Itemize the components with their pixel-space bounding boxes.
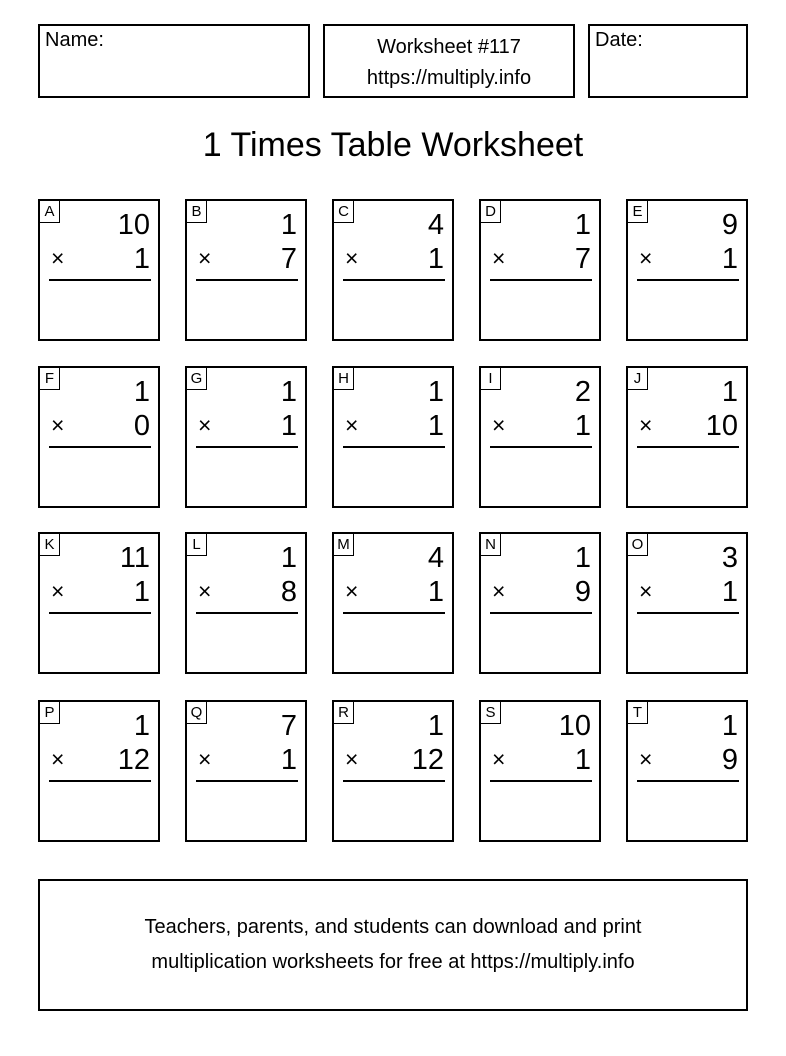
multiplicand: 1 xyxy=(574,542,591,574)
answer-line xyxy=(637,612,739,614)
multiplicand: 1 xyxy=(574,209,591,241)
multiply-sign: × xyxy=(51,412,65,438)
problem-card xyxy=(332,366,454,508)
answer-space[interactable] xyxy=(490,618,592,666)
problem-card xyxy=(185,700,307,842)
multiplier: 1 xyxy=(280,744,297,776)
multiply-sign: × xyxy=(639,412,653,438)
multiply-sign: × xyxy=(639,245,653,271)
problem-card xyxy=(479,700,601,842)
problem-card xyxy=(185,199,307,341)
answer-space[interactable] xyxy=(49,285,151,333)
multiplier: 1 xyxy=(133,243,150,275)
answer-line xyxy=(196,612,298,614)
answer-space[interactable] xyxy=(637,452,739,500)
problem-card xyxy=(38,366,160,508)
multiplicand: 2 xyxy=(574,376,591,408)
answer-line xyxy=(49,446,151,448)
answer-space[interactable] xyxy=(637,618,739,666)
problem-letter: F xyxy=(40,368,60,390)
multiplier: 12 xyxy=(411,744,444,776)
worksheet-info-box xyxy=(323,24,575,98)
worksheet-number: Worksheet #117 xyxy=(377,36,521,58)
footer-box xyxy=(38,879,748,1011)
problem-card xyxy=(626,199,748,341)
problem-card xyxy=(479,532,601,674)
problem-letter: N xyxy=(481,534,501,556)
answer-space[interactable] xyxy=(196,786,298,834)
multiply-sign: × xyxy=(345,746,359,772)
multiply-sign: × xyxy=(51,245,65,271)
footer-text-line-2: multiplication worksheets for free at https://multiply.info xyxy=(151,951,635,973)
multiplier: 1 xyxy=(427,243,444,275)
answer-line xyxy=(637,446,739,448)
multiplicand: 1 xyxy=(133,710,150,742)
problem-card xyxy=(626,366,748,508)
answer-line xyxy=(490,612,592,614)
answer-space[interactable] xyxy=(343,618,445,666)
multiply-sign: × xyxy=(639,578,653,604)
multiply-sign: × xyxy=(345,578,359,604)
multiplier: 1 xyxy=(721,243,738,275)
multiply-sign: × xyxy=(345,412,359,438)
multiplier: 7 xyxy=(280,243,297,275)
multiply-sign: × xyxy=(639,746,653,772)
multiplicand: 1 xyxy=(721,710,738,742)
multiply-sign: × xyxy=(198,578,212,604)
problem-card xyxy=(38,532,160,674)
date-label: Date: xyxy=(595,29,643,51)
multiply-sign: × xyxy=(198,746,212,772)
answer-space[interactable] xyxy=(343,786,445,834)
problem-card xyxy=(332,532,454,674)
page-title: 1 Times Table Worksheet xyxy=(202,126,584,164)
multiplier: 1 xyxy=(574,744,591,776)
problem-card xyxy=(626,700,748,842)
multiplicand: 7 xyxy=(280,710,297,742)
answer-space[interactable] xyxy=(637,786,739,834)
multiplicand: 1 xyxy=(427,710,444,742)
answer-line xyxy=(49,612,151,614)
multiplicand: 9 xyxy=(721,209,738,241)
problem-letter: T xyxy=(628,702,648,724)
problem-card xyxy=(185,532,307,674)
problem-letter: S xyxy=(481,702,501,724)
problem-letter: Q xyxy=(187,702,207,724)
answer-space[interactable] xyxy=(490,786,592,834)
multiply-sign: × xyxy=(492,412,506,438)
answer-space[interactable] xyxy=(49,786,151,834)
answer-space[interactable] xyxy=(196,285,298,333)
multiply-sign: × xyxy=(198,245,212,271)
problem-letter: M xyxy=(334,534,354,556)
answer-line xyxy=(49,780,151,782)
multiplier: 1 xyxy=(133,576,150,608)
problem-letter: O xyxy=(628,534,648,556)
answer-line xyxy=(490,279,592,281)
problem-card xyxy=(332,700,454,842)
problem-letter: H xyxy=(334,368,354,390)
answer-space[interactable] xyxy=(637,285,739,333)
answer-line xyxy=(637,780,739,782)
problem-card xyxy=(479,366,601,508)
answer-space[interactable] xyxy=(343,452,445,500)
multiplicand: 10 xyxy=(558,710,591,742)
multiply-sign: × xyxy=(345,245,359,271)
problem-card xyxy=(479,199,601,341)
name-field[interactable] xyxy=(38,24,310,98)
multiplier: 9 xyxy=(721,744,738,776)
problem-card xyxy=(332,199,454,341)
multiplier: 0 xyxy=(133,410,150,442)
answer-line xyxy=(637,279,739,281)
problem-letter: J xyxy=(628,368,648,390)
multiplicand: 1 xyxy=(280,209,297,241)
problem-letter: D xyxy=(481,201,501,223)
multiplier: 8 xyxy=(280,576,297,608)
multiply-sign: × xyxy=(51,578,65,604)
multiplicand: 11 xyxy=(119,542,150,574)
answer-space[interactable] xyxy=(490,285,592,333)
answer-line xyxy=(196,446,298,448)
multiply-sign: × xyxy=(492,746,506,772)
answer-line xyxy=(343,279,445,281)
multiply-sign: × xyxy=(51,746,65,772)
problem-letter: G xyxy=(187,368,207,390)
multiplier: 1 xyxy=(280,410,297,442)
problem-letter: C xyxy=(334,201,354,223)
date-field[interactable] xyxy=(588,24,748,98)
problem-card xyxy=(38,199,160,341)
multiplicand: 4 xyxy=(427,542,444,574)
multiplier: 1 xyxy=(574,410,591,442)
problem-letter: E xyxy=(628,201,648,223)
multiply-sign: × xyxy=(492,245,506,271)
multiplicand: 1 xyxy=(133,376,150,408)
multiplier: 1 xyxy=(427,576,444,608)
multiplicand: 1 xyxy=(280,542,297,574)
multiplicand: 10 xyxy=(117,209,150,241)
problem-letter: P xyxy=(40,702,60,724)
problem-card xyxy=(185,366,307,508)
multiplier: 1 xyxy=(427,410,444,442)
answer-line xyxy=(490,780,592,782)
answer-line xyxy=(343,612,445,614)
problem-letter: K xyxy=(40,534,60,556)
worksheet-url: https://multiply.info xyxy=(366,67,532,89)
answer-space[interactable] xyxy=(49,618,151,666)
multiplier: 10 xyxy=(705,410,738,442)
multiplier: 7 xyxy=(574,243,591,275)
answer-line xyxy=(196,279,298,281)
answer-space[interactable] xyxy=(490,452,592,500)
answer-space[interactable] xyxy=(196,452,298,500)
multiplicand: 3 xyxy=(721,542,738,574)
name-label: Name: xyxy=(45,29,104,51)
multiply-sign: × xyxy=(198,412,212,438)
answer-line xyxy=(49,279,151,281)
answer-line xyxy=(343,446,445,448)
problem-letter: I xyxy=(481,368,501,390)
problem-card xyxy=(626,532,748,674)
problem-letter: R xyxy=(334,702,354,724)
problem-card xyxy=(38,700,160,842)
problem-letter: A xyxy=(40,201,60,223)
multiplier: 1 xyxy=(721,576,738,608)
multiplier: 12 xyxy=(117,744,150,776)
answer-line xyxy=(196,780,298,782)
multiplicand: 4 xyxy=(427,209,444,241)
multiplier: 9 xyxy=(574,576,591,608)
multiply-sign: × xyxy=(492,578,506,604)
answer-space[interactable] xyxy=(49,452,151,500)
answer-space[interactable] xyxy=(343,285,445,333)
problem-letter: B xyxy=(187,201,207,223)
multiplicand: 1 xyxy=(721,376,738,408)
answer-line xyxy=(490,446,592,448)
answer-line xyxy=(343,780,445,782)
multiplicand: 1 xyxy=(280,376,297,408)
footer-text-line-1: Teachers, parents, and students can download and print xyxy=(144,916,642,938)
multiplicand: 1 xyxy=(427,376,444,408)
problem-letter: L xyxy=(187,534,207,556)
answer-space[interactable] xyxy=(196,618,298,666)
